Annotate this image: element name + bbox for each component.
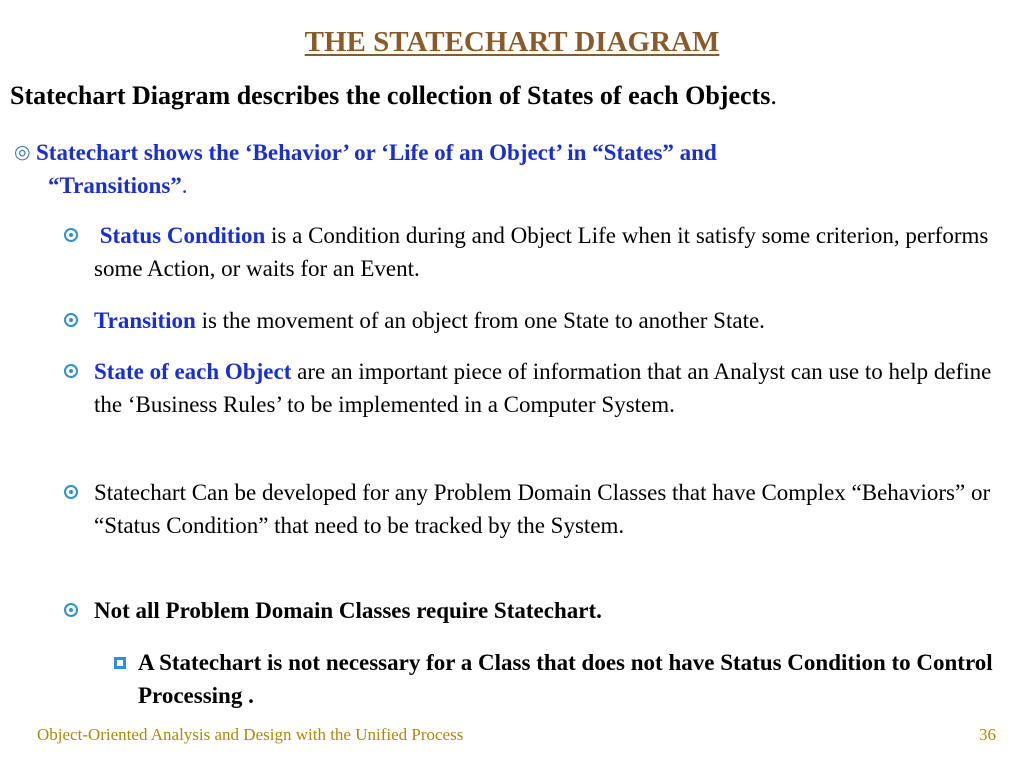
item-text: is the movement of an object from one State to another State.	[195, 308, 765, 333]
footer-page-number: 36	[979, 725, 996, 744]
list-item-state-of-each-object	[64, 355, 1004, 421]
intro-paragraph	[10, 80, 1015, 112]
slide-title-text: THE STATECHART DIAGRAM	[304, 26, 720, 58]
concentric-circle-bullet-icon: ◎	[14, 142, 31, 163]
level1-bullet-item	[14, 136, 1004, 202]
slide-title	[0, 26, 1024, 59]
circle-bullet-icon	[64, 364, 78, 378]
list-item-body	[64, 219, 1004, 285]
keyword-transition: Transition	[94, 308, 196, 333]
list-item-body	[64, 355, 1004, 421]
footer-course-title: Object-Oriented Analysis and Design with the Unified Process	[37, 725, 464, 744]
level1-period: .	[181, 173, 188, 198]
level1-line2-wrap	[14, 169, 1004, 202]
list-item-body	[64, 304, 1004, 337]
sub-list-item	[114, 646, 994, 712]
keyword-status-condition: Status Condition	[99, 223, 266, 248]
item-text: Not all Problem Domain Classes require Statechart.	[94, 598, 602, 623]
circle-bullet-icon	[64, 603, 78, 617]
item-text: Statechart Can be developed for any Problem Domain Classes that have Complex “Behaviors” or “Status Condition” that need to be tracked by the System.	[94, 480, 991, 538]
item-text: are an important piece of information that an Analyst can use to help define the ‘Business Rules’ to be implemented in a Computer System.	[94, 359, 992, 417]
intro-text: Statechart Diagram describes the collection of States of each Objects	[10, 81, 771, 110]
circle-bullet-icon	[64, 313, 78, 327]
level1-line1: Statechart shows the ‘Behavior’ or ‘Life of an Object’ in “States” and	[36, 140, 717, 165]
list-item-transition	[64, 304, 1004, 337]
square-bullet-icon	[114, 657, 126, 669]
circle-bullet-icon	[64, 485, 78, 499]
keyword-state-of-each-object: State of each Object	[94, 359, 292, 384]
level1-line2: “Transitions”	[48, 173, 182, 198]
list-item-not-all-classes	[64, 594, 1004, 627]
circle-bullet-icon	[64, 228, 78, 242]
list-item-status-condition	[64, 219, 1004, 285]
item-text: is a Condition during and Object Life when it satisfy some criterion, performs some Action, or waits for an Event.	[94, 223, 989, 281]
intro-period: .	[770, 81, 777, 110]
list-item-statechart-development	[64, 476, 1004, 542]
sub-item-text: A Statechart is not necessary for a Class that does not have Status Condition to Control Processing .	[138, 650, 993, 708]
